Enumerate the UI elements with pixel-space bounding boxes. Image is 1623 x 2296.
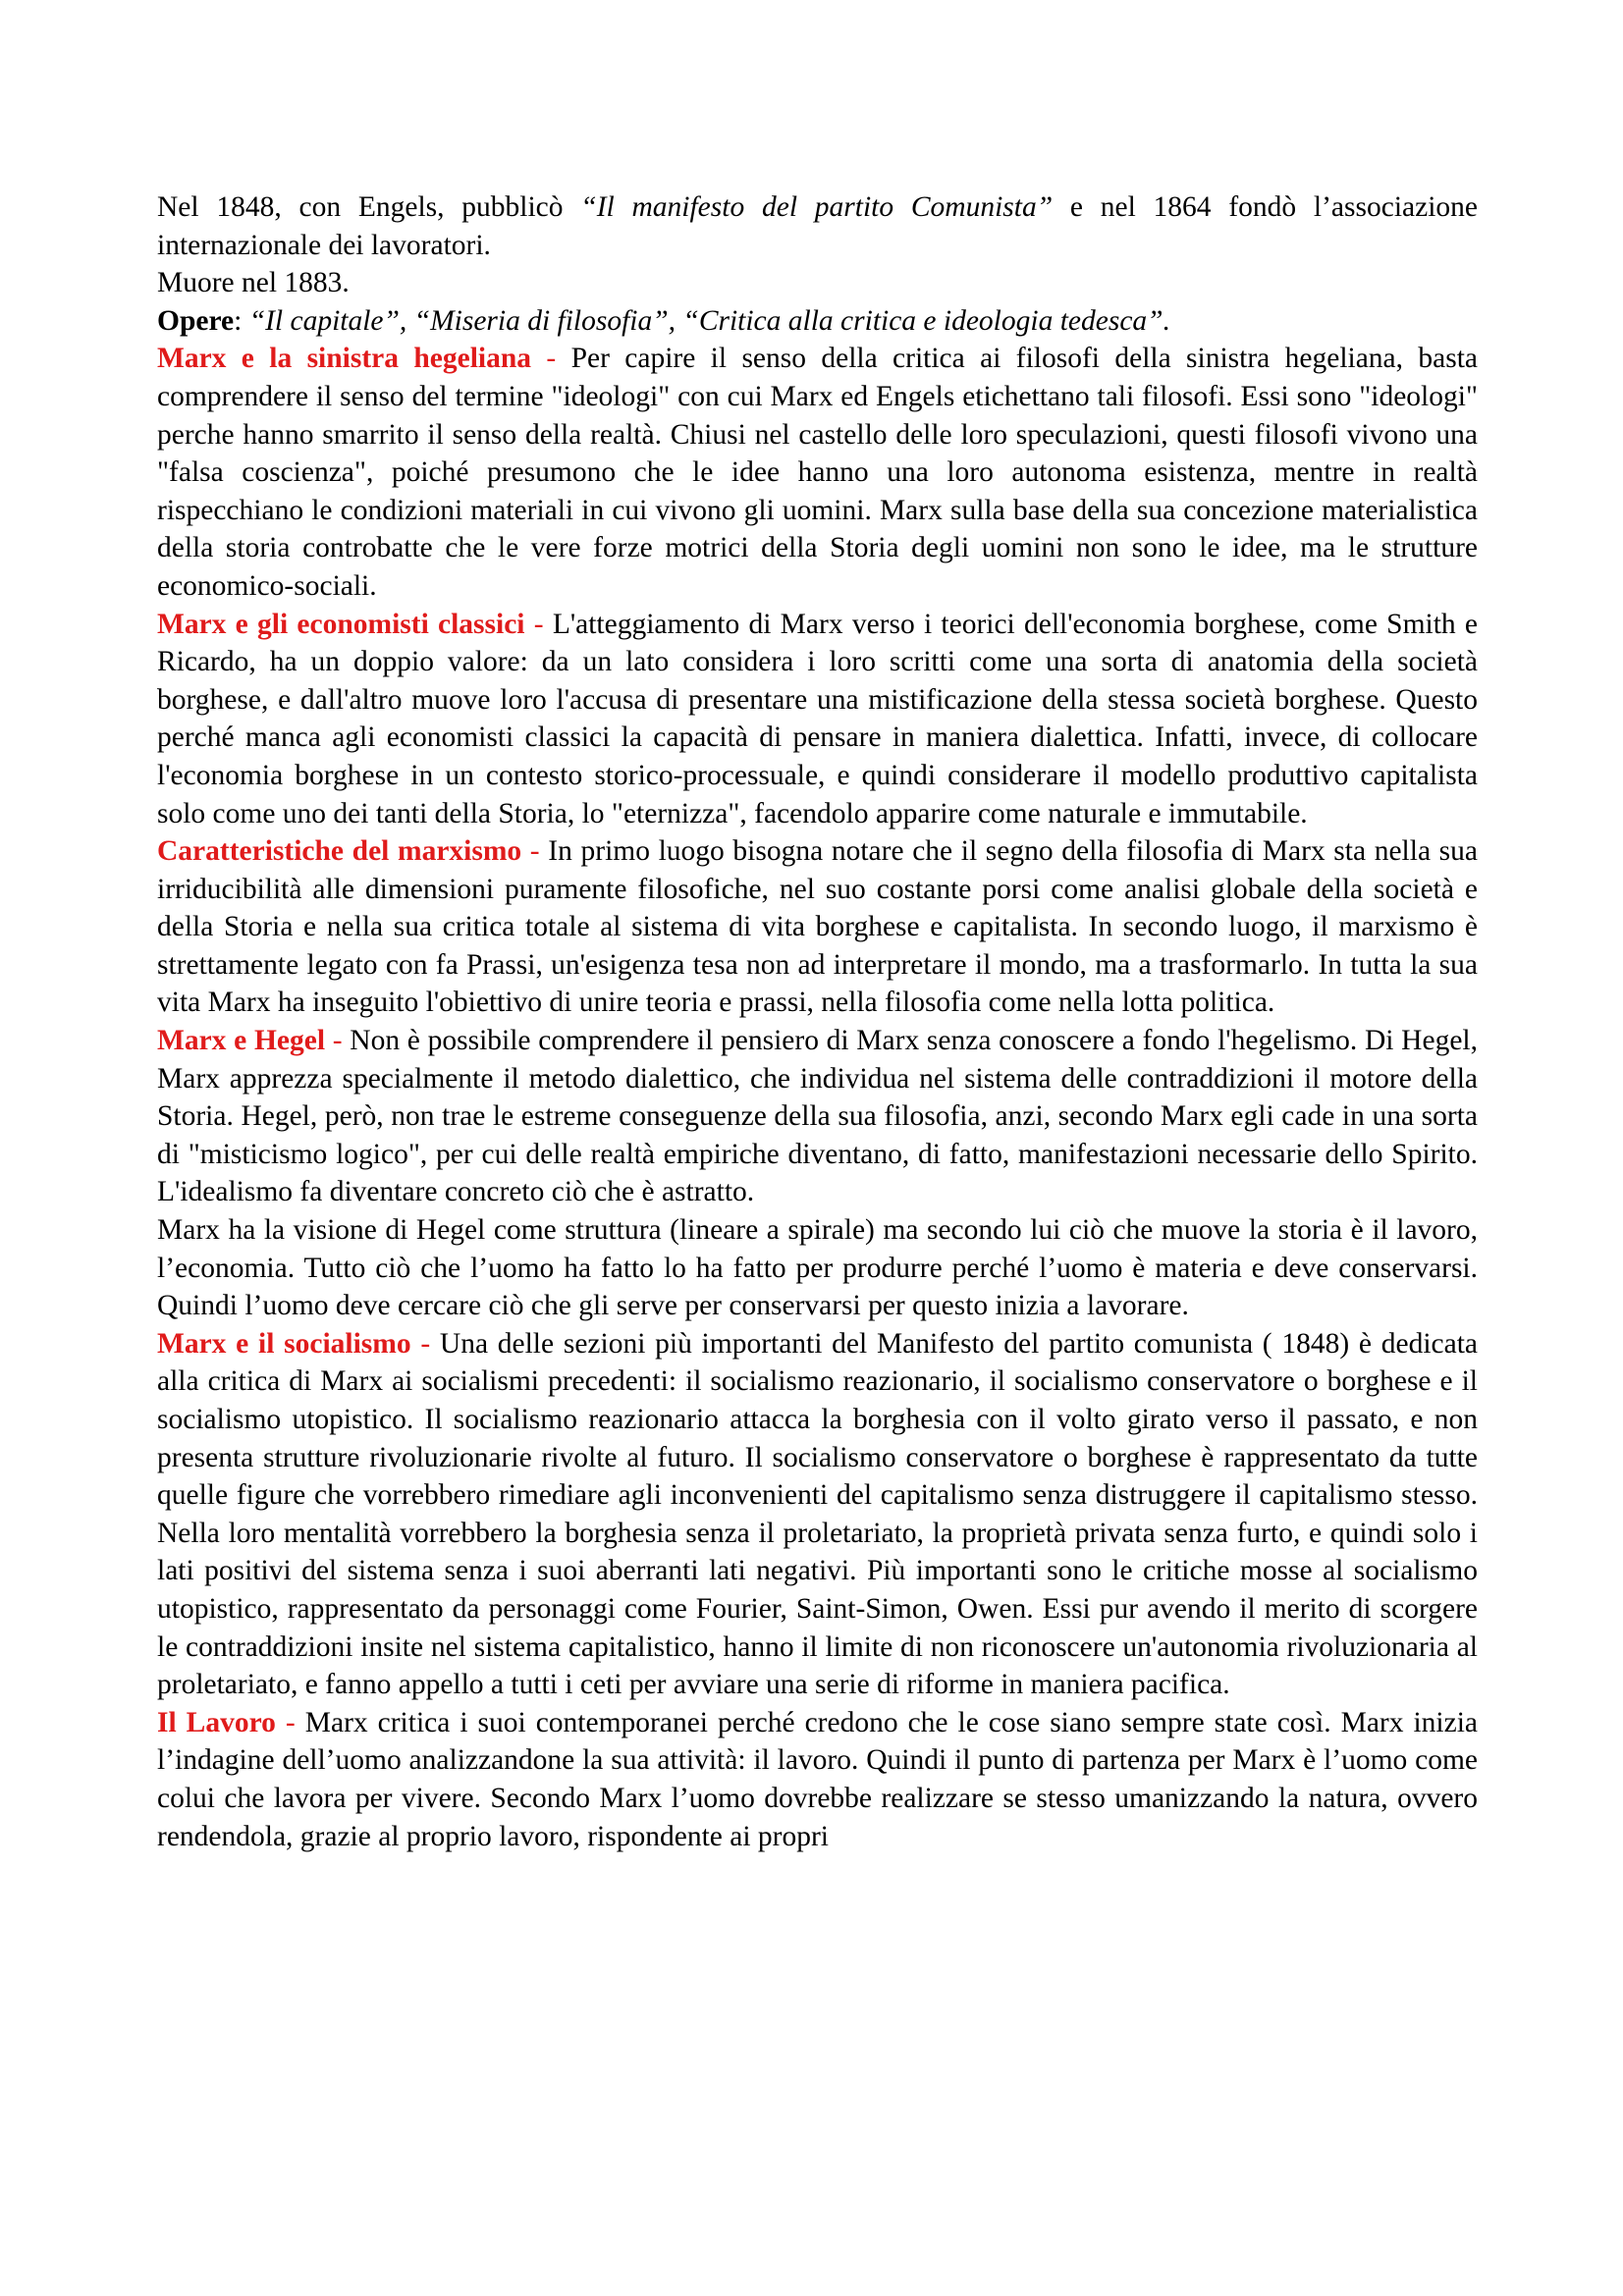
section-heading: Il Lavoro bbox=[157, 1706, 276, 1738]
opere-line bbox=[157, 302, 1478, 341]
section-body: Una delle sezioni più importanti del Manifesto del partito comunista ( 1848) è dedicata alla critica di Marx ai socialismi precedenti: il socialismo reazionario, il socialismo conservatore o borghese e il socialismo utopistico. Il socialismo reazionario attacca la borghesia con il volto girato verso il passato, e non presenta strutture rivoluzionarie rivolte al futuro. Il socialismo conservatore o borghese è rappresentato da tutte quelle figure che vorrebbero rimediare agli inconvenienti del capitalismo senza distruggere il capitalismo stesso. Nella loro mentalità vorrebbero la borghesia senza il proletariato, la proprietà privata senza furto, e quindi solo i lati positivi del sistema senza i suoi aberranti lati negativi. Più importanti sono le critiche mosse al socialismo utopistico, rappresentato da personaggi come Fourier, Saint-Simon, Owen. Essi pur avendo il merito di scorgere le contraddizioni insite nel sistema capitalistico, hanno il limite di non riconoscere un'autonomia rivoluzionaria al proletariato, e fanno appello a tutti i ceti per avviare una serie di riforme in maniera pacifica. bbox=[157, 1327, 1479, 1701]
section-heading: Marx e il socialismo bbox=[157, 1327, 411, 1360]
section-body: Non è possibile comprendere il pensiero di Marx senza conoscere a fondo l'hegelismo. Di Hegel, Marx apprezza specialmente il metodo dialettico, che individua nel sistema delle contraddizioni il motore della Storia. Hegel, però, non trae le estreme conseguenze della sua filosofia, anzi, secondo Marx egli cade in una sorta di "misticismo logico", per cui delle realtà empiriche diventano, di fatto, manifestazioni necessarie dello Spirito. L'idealismo fa diventare concreto ciò che è astratto. bbox=[157, 1025, 1478, 1208]
heading-dash: - bbox=[524, 608, 553, 640]
document-page bbox=[157, 188, 1478, 1855]
section-body: Marx critica i suoi contemporanei perché credono che le cose siano sempre state così. Marx inizia l’indagine dell’uomo analizzandone la sua attività: il lavoro. Quindi il punto di partenza per Marx è l’uomo come colui che lavora per vivere. Secondo Marx l’uomo dovrebbe realizzare se stesso umanizzando la natura, ovvero rendendola, grazie al proprio lavoro, rispondente ai propri bbox=[157, 1706, 1479, 1852]
intro-text-a: Nel 1848, con Engels, pubblicò bbox=[157, 191, 581, 223]
heading-dash: - bbox=[531, 343, 571, 375]
section-marx-socialismo bbox=[157, 1325, 1478, 1704]
section-body: Per capire il senso della critica ai filosofi della sinistra hegeliana, basta comprendere il senso del termine "ideologi" con cui Marx ed Engels etichettano tali filosofi. Essi sono "ideologi" perche hanno smarrito il senso della realtà. Chiusi nel castello delle loro speculazioni, questi filosofi vivono una "falsa coscienza", poiché presumono che le idee hanno una loro autonoma esistenza, mentre in realtà rispecchiano le condizioni materiali in cui vivono gli uomini. Marx sulla base della sua concezione materialistica della storia controbatte che le vere forze motrici della Storia degli uomini non sono le idee, ma le strutture economico-sociali. bbox=[157, 343, 1478, 602]
section-il-lavoro bbox=[157, 1704, 1478, 1855]
section-marx-hegel bbox=[157, 1022, 1478, 1211]
section-heading: Marx e Hegel bbox=[157, 1025, 326, 1057]
opere-works: “Il capitale”, “Miseria di filosofia”, “Critica alla critica e ideologia tedesca”. bbox=[248, 304, 1170, 337]
heading-dash: - bbox=[325, 1025, 351, 1057]
heading-dash: - bbox=[410, 1327, 440, 1360]
intro-text-b: e nel 1864 fondò l’associazione internazionale dei lavoratori. bbox=[157, 191, 1478, 261]
section-heading: Marx e gli economisti classici bbox=[157, 608, 525, 640]
section-caratteristiche-marxismo bbox=[157, 832, 1478, 1022]
section-marx-hegel-followup: Marx ha la visione di Hegel come struttura (lineare a spirale) ma secondo lui ciò che muove la storia è il lavoro, l’economia. Tutto ciò che l’uomo ha fatto lo ha fatto per produrre perché l’uomo è materia e deve conservarsi. Quindi l’uomo deve cercare ciò che gli serve per conservarsi per questo inizia a lavorare. bbox=[157, 1214, 1478, 1322]
manifesto-title: “Il manifesto del partito Comunista” bbox=[580, 191, 1054, 223]
death-line: Muore nel 1883. bbox=[157, 267, 350, 299]
opere-label: Opere bbox=[157, 304, 235, 337]
opere-colon: : bbox=[234, 304, 249, 337]
heading-dash: - bbox=[275, 1706, 305, 1738]
heading-dash: - bbox=[521, 835, 549, 868]
section-body: L'atteggiamento di Marx verso i teorici dell'economia borghese, come Smith e Ricardo, ha un doppio valore: da un lato considera i loro scritti come una sorta di anatomia della società borghese, e dall'altro muove loro l'accusa di presentare una mistificazione della stessa società borghese. Questo perché manca agli economisti classici la capacità di pensare in maniera dialettica. Infatti, invece, di collocare l'economia borghese in un contesto storico-processuale, e quindi considerare il modello produttivo capitalista solo come uno dei tanti della Storia, lo "eternizza", facendolo apparire come naturale e immutabile. bbox=[157, 608, 1478, 829]
section-sinistra-hegeliana bbox=[157, 340, 1478, 605]
section-body: In primo luogo bisogna notare che il segno della filosofia di Marx sta nella sua irriducibilità alle dimensioni puramente filosofiche, nel suo costante porsi come analisi globale della società e della Storia e nella sua critica totale al sistema di vita borghese e capitalista. In secondo luogo, il marxismo è strettamente legato con fa Prassi, un'esigenza tesa non ad interpretare il mondo, ma a trasformarlo. In tutta la sua vita Marx ha inseguito l'obiettivo di unire teoria e prassi, nella filosofia come nella lotta politica. bbox=[157, 835, 1478, 1019]
section-heading: Caratteristiche del marxismo bbox=[157, 835, 522, 868]
intro-paragraph bbox=[157, 188, 1478, 264]
section-economisti-classici bbox=[157, 606, 1478, 833]
section-heading: Marx e la sinistra hegeliana bbox=[157, 343, 532, 375]
